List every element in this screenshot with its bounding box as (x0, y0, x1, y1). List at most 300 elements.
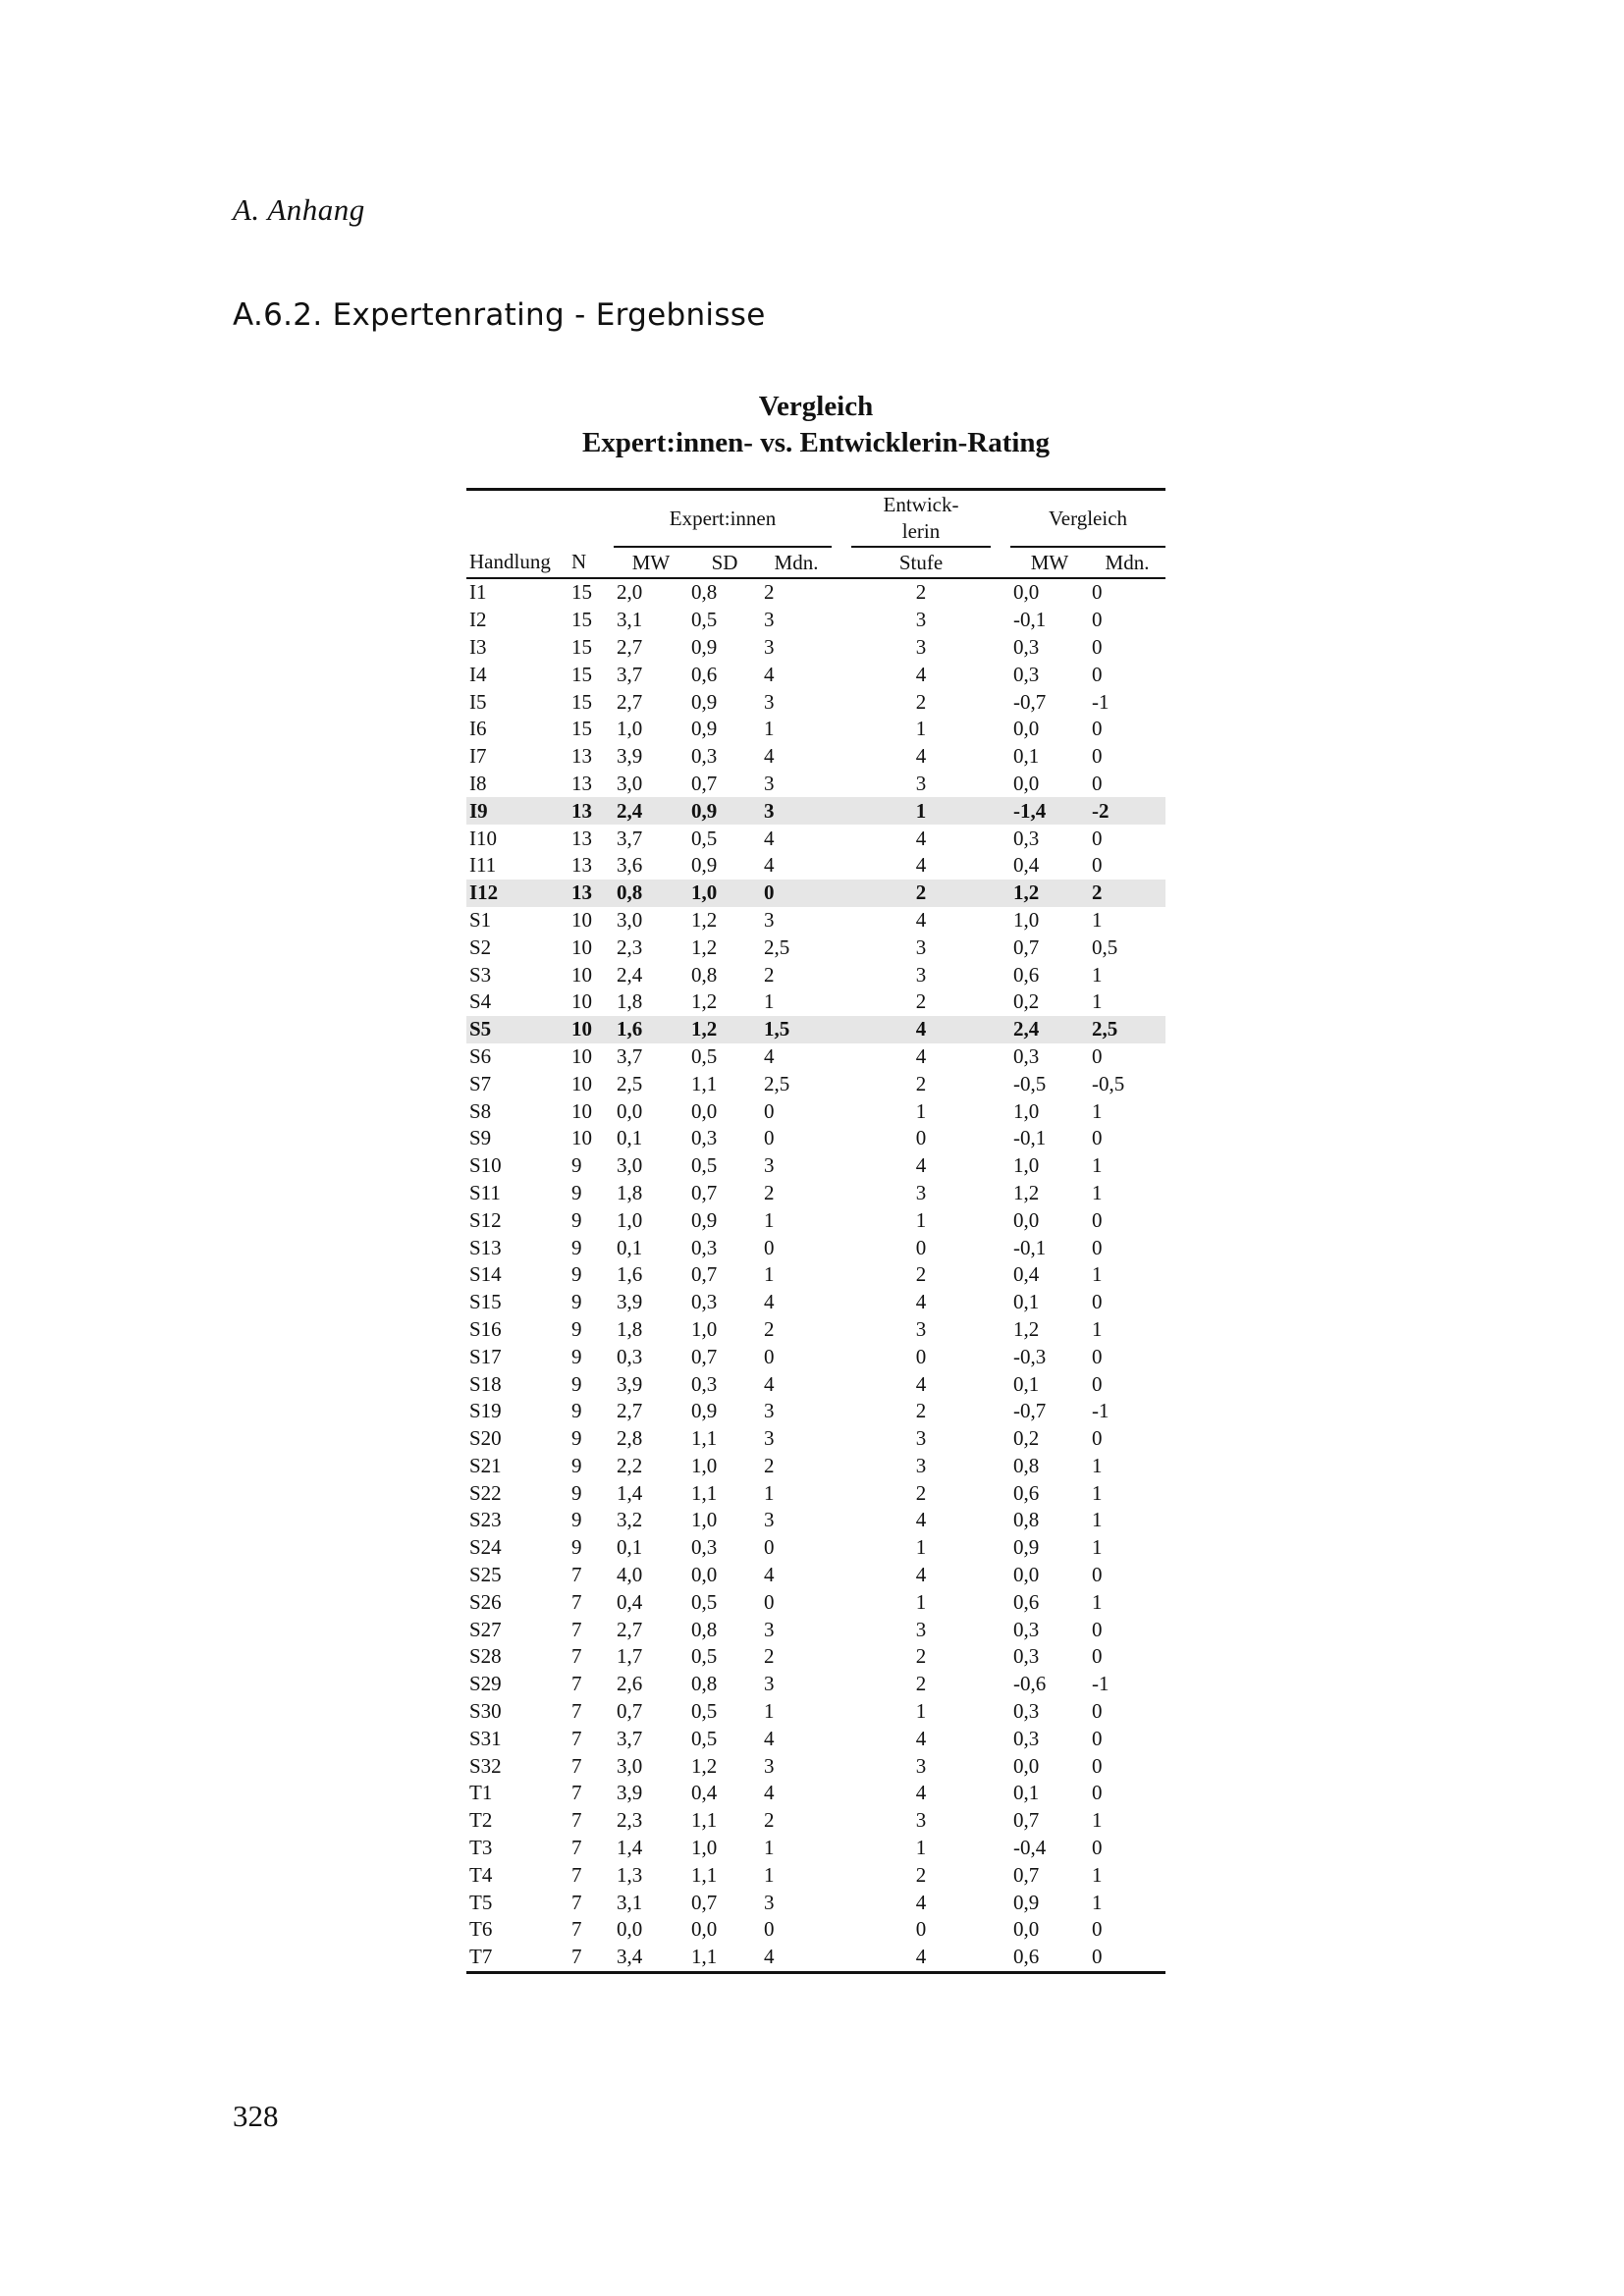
cell-mw: 1,8 (617, 989, 643, 1014)
table-row (466, 1807, 1165, 1835)
cell-handlung: S3 (469, 962, 492, 987)
cell-gap (832, 1534, 851, 1562)
cell-compare-mdn: 0 (1092, 826, 1103, 850)
cell-handlung: S28 (469, 1644, 502, 1669)
cell-handlung: I4 (469, 662, 487, 686)
cell-mw: 2,0 (617, 580, 643, 605)
cell-gap (991, 1479, 1010, 1507)
cell-n: 7 (571, 1862, 582, 1887)
cell-sd: 1,2 (688, 1016, 761, 1043)
cell-compare-mdn: -1 (1092, 1399, 1110, 1423)
cell-gap (991, 1643, 1010, 1671)
cell-mdn: 1 (764, 1836, 775, 1860)
cell-gap (991, 1944, 1010, 1972)
cell-mw: 2,3 (617, 934, 643, 959)
table-row (466, 1562, 1165, 1589)
cell-sd: 0,3 (691, 1371, 718, 1396)
table-row (466, 1752, 1165, 1780)
cell-stufe: 3 (915, 634, 927, 659)
cell-n: 9 (571, 1316, 582, 1341)
cell-stufe: 4 (851, 1016, 991, 1043)
cell-handlung: S6 (469, 1043, 492, 1068)
cell-stufe: 2 (915, 1480, 927, 1505)
cell-mdn: 3 (764, 1753, 775, 1778)
cell-compare-mw: 0,3 (1013, 1617, 1040, 1641)
cell-compare-mw: 0,0 (1013, 1207, 1040, 1232)
cell-gap (832, 1752, 851, 1780)
cell-compare-mdn: 1 (1092, 1808, 1103, 1833)
cell-sd: 0,0 (691, 1098, 718, 1123)
cell-stufe: 4 (915, 853, 927, 878)
cell-mdn: 4 (764, 662, 775, 686)
cell-gap (832, 1835, 851, 1862)
cell-n: 9 (571, 1262, 582, 1287)
cell-gap (832, 1916, 851, 1944)
cell-gap (991, 1780, 1010, 1807)
cell-stufe: 2 (915, 989, 927, 1014)
cell-n: 7 (571, 1644, 582, 1669)
cell-n: 10 (571, 989, 592, 1014)
cell-stufe: 2 (915, 1672, 927, 1696)
table-row (466, 1916, 1165, 1944)
cell-compare-mw: 0,8 (1013, 1508, 1040, 1532)
results-table-container (466, 488, 1165, 1974)
cell-compare-mdn: 0 (1092, 580, 1103, 605)
cell-handlung: T3 (469, 1836, 493, 1860)
cell-compare-mw: 0,9 (1013, 1890, 1040, 1914)
cell-handlung: S10 (469, 1153, 502, 1178)
cell-compare-mw: 0,1 (1013, 744, 1040, 769)
cell-sd: 0,5 (691, 1644, 718, 1669)
cell-stufe: 0 (915, 1344, 927, 1368)
cell-stufe: 2 (915, 1399, 927, 1423)
cell-mdn: 0 (761, 880, 832, 907)
cell-compare-mdn: 0 (1092, 1344, 1103, 1368)
cell-mw: 0,0 (617, 1917, 643, 1942)
table-row (466, 1889, 1165, 1916)
table-row (466, 1180, 1165, 1207)
cell-handlung: T5 (469, 1890, 493, 1914)
cell-n: 9 (571, 1290, 582, 1314)
cell-mw: 1,6 (614, 1016, 688, 1043)
group-header-compare (1010, 491, 1165, 547)
cell-mdn: 0 (764, 1344, 775, 1368)
table-row (466, 1234, 1165, 1261)
cell-stufe: 4 (915, 1043, 927, 1068)
cell-gap (832, 1152, 851, 1180)
cell-compare-mw: 0,6 (1013, 962, 1040, 987)
cell-handlung: T4 (469, 1862, 493, 1887)
cell-mdn: 3 (764, 1508, 775, 1532)
cell-n: 9 (571, 1508, 582, 1532)
cell-compare-mw: 0,8 (1013, 1453, 1040, 1477)
cell-gap (832, 852, 851, 880)
cell-n: 7 (571, 1699, 582, 1724)
cell-stufe: 2 (851, 880, 991, 907)
cell-n: 10 (568, 1016, 614, 1043)
cell-sd: 0,7 (691, 771, 718, 795)
cell-gap (832, 1261, 851, 1289)
cell-handlung: S11 (469, 1180, 501, 1204)
cell-n: 7 (571, 1781, 582, 1805)
cell-compare-mdn: 0 (1092, 1290, 1103, 1314)
cell-compare-mdn: 0 (1092, 662, 1103, 686)
cell-n: 10 (571, 1126, 592, 1150)
cell-mdn: 3 (764, 1153, 775, 1178)
table-row (466, 1370, 1165, 1398)
cell-stufe: 1 (915, 717, 927, 741)
cell-mdn: 1 (764, 989, 775, 1014)
group-header-row (466, 491, 1165, 547)
table-row (466, 1780, 1165, 1807)
cell-n: 7 (571, 1726, 582, 1750)
cell-mw: 2,7 (617, 689, 643, 714)
cell-mdn: 2 (764, 1453, 775, 1477)
cell-compare-mdn: 0 (1092, 1371, 1103, 1396)
cell-gap (832, 1616, 851, 1643)
cell-compare-mw: 0,3 (1013, 662, 1040, 686)
cell-compare-mdn: 0 (1092, 853, 1103, 878)
cell-mdn: 4 (764, 1563, 775, 1587)
cell-compare-mw: 0,1 (1013, 1290, 1040, 1314)
cell-compare-mdn: 0,5 (1092, 934, 1118, 959)
cell-mdn: 3 (764, 608, 775, 632)
cell-mdn: 0 (764, 1589, 775, 1614)
cell-mw: 0,8 (614, 880, 688, 907)
cell-stufe: 4 (915, 1371, 927, 1396)
cell-compare-mdn: 0 (1089, 1944, 1165, 1972)
cell-handlung: S2 (469, 934, 492, 959)
table-row (466, 1316, 1165, 1344)
cell-gap (991, 607, 1010, 634)
cell-mdn: 2 (764, 1316, 775, 1341)
cell-sd: 1,1 (691, 1426, 718, 1451)
cell-handlung: I3 (469, 634, 487, 659)
cell-mw: 2,4 (617, 962, 643, 987)
cell-handlung: S12 (469, 1207, 502, 1232)
cell-compare-mw: 0,0 (1013, 1917, 1040, 1942)
cell-stufe: 3 (915, 1426, 927, 1451)
cell-handlung: S22 (469, 1480, 502, 1505)
cell-compare-mw: 1,2 (1013, 1180, 1040, 1204)
cell-handlung: S25 (469, 1563, 502, 1587)
cell-mw: 3,1 (617, 1890, 643, 1914)
cell-stufe: 3 (915, 771, 927, 795)
cell-gap (991, 1206, 1010, 1234)
table-row (466, 1835, 1165, 1862)
cell-mdn: 4 (764, 826, 775, 850)
cell-compare-mw: 2,4 (1010, 1016, 1089, 1043)
cell-stufe: 4 (915, 1890, 927, 1914)
cell-mdn: 1 (764, 717, 775, 741)
cell-compare-mdn: 1 (1092, 1535, 1103, 1560)
cell-gap (991, 1289, 1010, 1316)
cell-n: 9 (571, 1453, 582, 1477)
cell-mw: 3,9 (617, 1371, 643, 1396)
cell-handlung: I8 (469, 771, 487, 795)
cell-mdn: 1,5 (761, 1016, 832, 1043)
table-row (466, 1453, 1165, 1480)
cell-compare-mdn: 0 (1092, 717, 1103, 741)
table-row (466, 1534, 1165, 1562)
cell-sd: 0,5 (691, 608, 718, 632)
cell-mw: 1,4 (617, 1836, 643, 1860)
cell-sd: 0,0 (691, 1917, 718, 1942)
cell-sd: 0,6 (691, 662, 718, 686)
cell-compare-mw: 0,6 (1013, 1589, 1040, 1614)
cell-gap (991, 1916, 1010, 1944)
col-header-stufe: Stufe (851, 547, 991, 578)
cell-compare-mw: 0,4 (1013, 853, 1040, 878)
table-row (466, 988, 1165, 1016)
cell-compare-mw: 1,2 (1010, 880, 1089, 907)
cell-gap (991, 1453, 1010, 1480)
cell-compare-mdn: -0,5 (1092, 1071, 1125, 1095)
cell-gap (991, 1562, 1010, 1589)
cell-n: 7 (571, 1563, 582, 1587)
cell-n: 7 (568, 1944, 614, 1972)
cell-gap (832, 1507, 851, 1534)
cell-gap (832, 1861, 851, 1889)
cell-n: 10 (571, 907, 592, 932)
cell-mdn: 3 (764, 907, 775, 932)
cell-mdn: 3 (764, 771, 775, 795)
cell-n: 13 (571, 826, 592, 850)
cell-compare-mdn: 0 (1092, 771, 1103, 795)
cell-stufe: 3 (915, 1808, 927, 1833)
cell-mw: 1,6 (617, 1262, 643, 1287)
table-row (466, 1507, 1165, 1534)
col-header-compare-mw: MW (1010, 547, 1089, 578)
cell-mw: 1,8 (617, 1180, 643, 1204)
cell-compare-mw: -0,1 (1013, 1126, 1047, 1150)
cell-n: 13 (568, 880, 614, 907)
cell-compare-mdn: 1 (1092, 989, 1103, 1014)
cell-gap (991, 688, 1010, 716)
cell-gap (832, 1097, 851, 1125)
cell-mw: 2,5 (617, 1071, 643, 1095)
cell-compare-mdn: 1 (1092, 1153, 1103, 1178)
cell-n: 15 (571, 717, 592, 741)
cell-mw: 3,0 (617, 771, 643, 795)
cell-compare-mdn: 1 (1092, 907, 1103, 932)
cell-sd: 0,4 (691, 1781, 718, 1805)
cell-mdn: 1 (764, 1699, 775, 1724)
cell-mw: 0,1 (617, 1126, 643, 1150)
cell-compare-mdn: 1 (1092, 1589, 1103, 1614)
cell-gap (991, 1616, 1010, 1643)
cell-handlung: S13 (469, 1235, 502, 1259)
cell-handlung: I2 (469, 608, 487, 632)
cell-sd: 1,1 (691, 1862, 718, 1887)
cell-compare-mw: 0,1 (1013, 1781, 1040, 1805)
cell-n: 13 (568, 797, 614, 825)
cell-compare-mw: 0,6 (1013, 1480, 1040, 1505)
cell-mw: 0,7 (617, 1699, 643, 1724)
table-row (466, 1643, 1165, 1671)
cell-mdn: 2 (764, 1808, 775, 1833)
cell-gap (832, 1316, 851, 1344)
cell-handlung: I11 (469, 853, 497, 878)
cell-mdn: 4 (764, 853, 775, 878)
group-header-experts (614, 491, 832, 547)
cell-sd: 0,3 (691, 1126, 718, 1150)
cell-stufe: 3 (915, 1316, 927, 1341)
cell-compare-mdn: -1 (1092, 1672, 1110, 1696)
cell-gap (832, 771, 851, 798)
cell-mdn: 4 (764, 1371, 775, 1396)
cell-compare-mdn: 0 (1092, 1753, 1103, 1778)
cell-sd: 0,9 (691, 717, 718, 741)
cell-mw: 3,1 (617, 608, 643, 632)
group-header-experts-label: Expert:innen (669, 506, 777, 530)
cell-compare-mw: 0,3 (1013, 826, 1040, 850)
cell-n: 9 (571, 1153, 582, 1178)
table-row (466, 852, 1165, 880)
cell-gap (832, 1889, 851, 1916)
cell-gap (832, 607, 851, 634)
cell-sd: 0,8 (691, 1617, 718, 1641)
cell-mw: 1,0 (617, 1207, 643, 1232)
cell-n: 7 (571, 1672, 582, 1696)
cell-sd: 0,5 (691, 826, 718, 850)
cell-compare-mw: 0,2 (1013, 989, 1040, 1014)
cell-n: 15 (571, 662, 592, 686)
col-header-n: N (568, 547, 614, 578)
column-header-row (466, 547, 1165, 578)
cell-n: 13 (571, 771, 592, 795)
cell-compare-mw: 0,3 (1013, 1699, 1040, 1724)
cell-n: 7 (571, 1808, 582, 1833)
cell-mdn: 2 (764, 580, 775, 605)
cell-n: 9 (571, 1399, 582, 1423)
cell-stufe: 4 (915, 744, 927, 769)
cell-sd: 0,9 (691, 689, 718, 714)
cell-stufe: 1 (851, 797, 991, 825)
table-row (466, 1043, 1165, 1071)
table-row (466, 934, 1165, 961)
running-head: A. Anhang (233, 192, 365, 227)
cell-gap (991, 1725, 1010, 1752)
table-row (466, 1070, 1165, 1097)
cell-gap (991, 1698, 1010, 1726)
cell-handlung: S7 (469, 1071, 492, 1095)
cell-compare-mdn: 1 (1092, 1480, 1103, 1505)
cell-sd: 0,9 (691, 634, 718, 659)
col-header-compare-mdn: Mdn. (1089, 547, 1165, 578)
cell-mdn: 1 (764, 1207, 775, 1232)
table-row (466, 1861, 1165, 1889)
cell-stufe: 0 (915, 1126, 927, 1150)
table-row (466, 634, 1165, 662)
cell-compare-mw: 0,0 (1013, 771, 1040, 795)
table-row (466, 880, 1165, 907)
cell-compare-mw: 0,0 (1013, 580, 1040, 605)
cell-sd: 1,0 (688, 880, 761, 907)
results-table (466, 488, 1165, 1974)
cell-compare-mw: -0,1 (1013, 1235, 1047, 1259)
cell-compare-mw: 1,0 (1013, 1098, 1040, 1123)
cell-sd: 0,7 (691, 1262, 718, 1287)
cell-compare-mdn: 1 (1092, 1890, 1103, 1914)
cell-stufe: 2 (915, 580, 927, 605)
cell-gap (991, 1835, 1010, 1862)
cell-gap (991, 1070, 1010, 1097)
cell-mw: 0,4 (617, 1589, 643, 1614)
cell-gap (832, 743, 851, 771)
group-header-compare-label: Vergleich (1048, 506, 1128, 530)
cell-compare-mw: 0,6 (1010, 1944, 1089, 1972)
cell-mw: 3,9 (617, 744, 643, 769)
cell-gap (832, 688, 851, 716)
cell-stufe: 2 (915, 689, 927, 714)
cell-compare-mw: 0,3 (1013, 1644, 1040, 1669)
cell-gap (991, 578, 1010, 607)
cell-mw: 0,1 (617, 1235, 643, 1259)
cell-compare-mdn: 0 (1092, 1917, 1103, 1942)
cell-stufe: 2 (915, 1644, 927, 1669)
cell-compare-mw: 0,9 (1013, 1535, 1040, 1560)
cell-n: 15 (571, 580, 592, 605)
cell-mdn: 2 (764, 1644, 775, 1669)
cell-compare-mw: -0,7 (1013, 1399, 1047, 1423)
cell-stufe: 3 (915, 962, 927, 987)
cell-sd: 1,2 (691, 934, 718, 959)
cell-compare-mdn: 0 (1092, 1563, 1103, 1587)
cell-compare-mw: 0,2 (1013, 1426, 1040, 1451)
cell-sd: 1,2 (691, 907, 718, 932)
table-row (466, 1152, 1165, 1180)
cell-stufe: 0 (915, 1917, 927, 1942)
table-title-line-2: Expert:innen- vs. Entwicklerin-Rating (581, 427, 1051, 458)
table-row (466, 1725, 1165, 1752)
cell-gap (832, 961, 851, 988)
cell-n: 7 (571, 1753, 582, 1778)
cell-gap (832, 988, 851, 1016)
cell-compare-mdn: 0 (1092, 1617, 1103, 1641)
cell-gap (991, 771, 1010, 798)
cell-handlung: S9 (469, 1126, 492, 1150)
table-row (466, 1206, 1165, 1234)
cell-gap (832, 1807, 851, 1835)
cell-compare-mw: 0,3 (1013, 634, 1040, 659)
cell-gap (832, 825, 851, 852)
table-row (466, 961, 1165, 988)
cell-compare-mdn: -2 (1089, 797, 1165, 825)
col-header-sd: SD (688, 547, 761, 578)
cell-compare-mdn: 1 (1092, 1180, 1103, 1204)
cell-gap (991, 1043, 1010, 1071)
cell-mdn: 3 (764, 1890, 775, 1914)
col-header-mw: MW (614, 547, 688, 578)
cell-mdn: 0 (764, 1917, 775, 1942)
cell-handlung: T6 (469, 1917, 493, 1942)
cell-compare-mw: -0,1 (1013, 608, 1047, 632)
cell-mdn: 3 (764, 1426, 775, 1451)
table-row (466, 1616, 1165, 1643)
cell-mdn: 3 (764, 1399, 775, 1423)
cell-sd: 0,9 (691, 1399, 718, 1423)
cell-gap (832, 1370, 851, 1398)
cell-stufe: 4 (915, 1563, 927, 1587)
table-row (466, 1016, 1165, 1043)
cell-compare-mw: 1,2 (1013, 1316, 1040, 1341)
cell-compare-mdn: 0 (1092, 1699, 1103, 1724)
cell-gap (991, 1152, 1010, 1180)
cell-mdn: 4 (764, 744, 775, 769)
table-row (466, 1944, 1165, 1972)
cell-compare-mw: -0,4 (1013, 1836, 1047, 1860)
